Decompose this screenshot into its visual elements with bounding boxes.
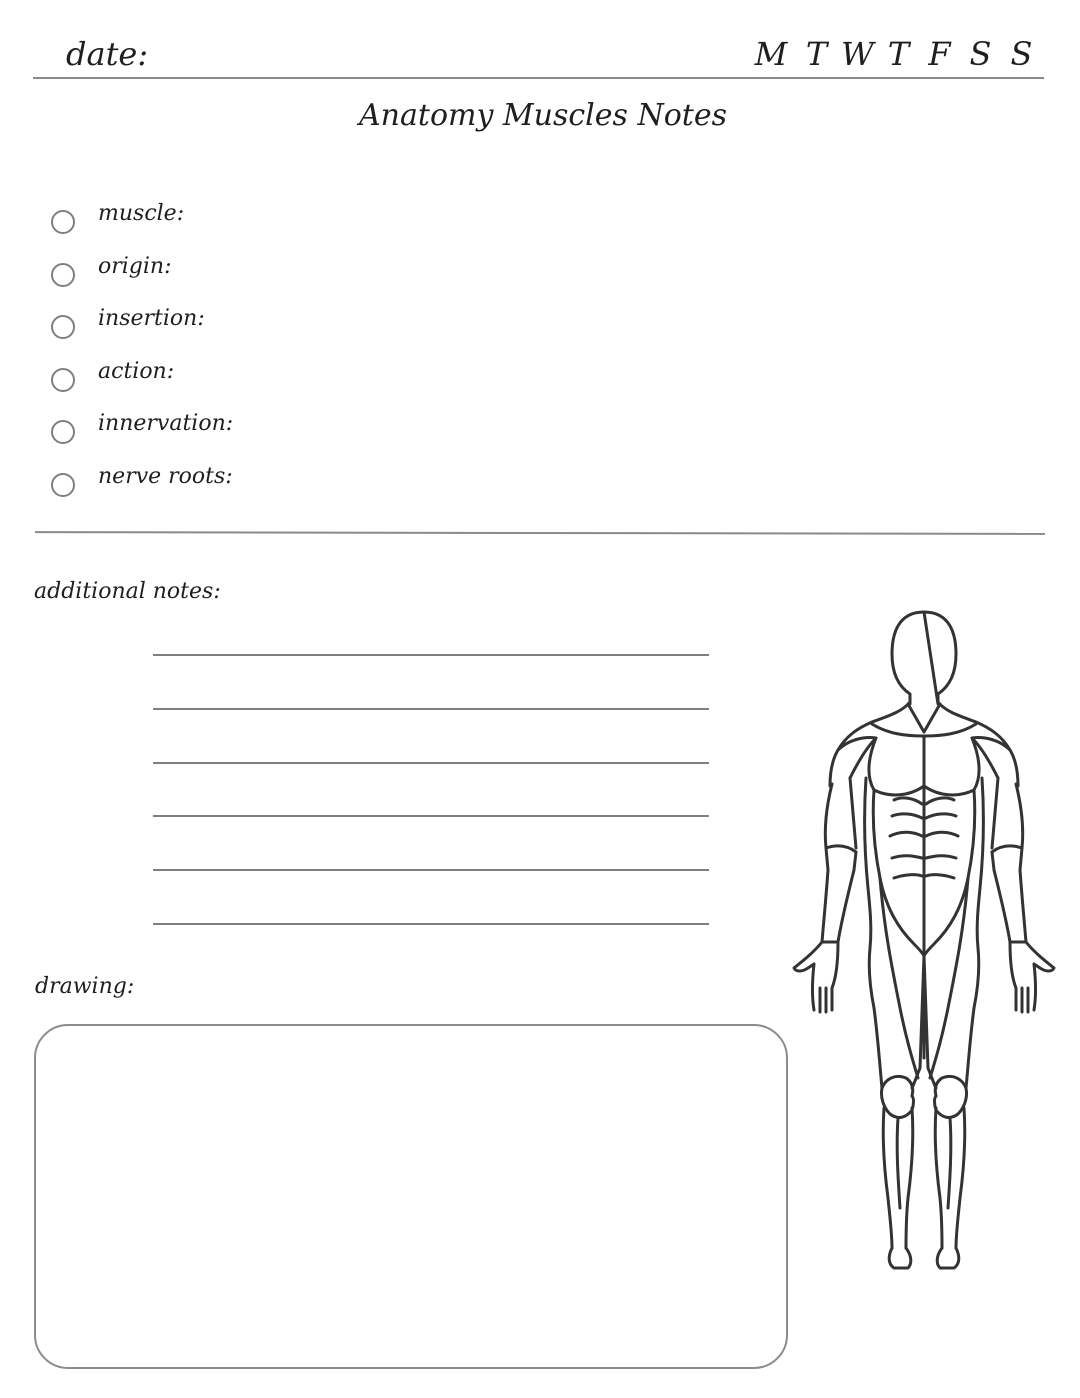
- field-action: [51, 350, 233, 403]
- checkbox-circle-icon[interactable]: [51, 315, 75, 339]
- field-label: innervation:: [98, 411, 234, 437]
- field-label: action:: [98, 358, 175, 384]
- section-divider: [35, 531, 1045, 535]
- field-label: nerve roots:: [98, 463, 233, 489]
- note-lines[interactable]: [153, 654, 709, 977]
- field-insertion: [51, 297, 233, 350]
- note-line[interactable]: [153, 815, 709, 817]
- header-divider: [33, 77, 1044, 79]
- note-line[interactable]: [153, 762, 709, 764]
- weekday-wednesday[interactable]: W: [841, 35, 874, 73]
- weekday-saturday[interactable]: S: [969, 35, 992, 73]
- note-line[interactable]: [153, 708, 709, 710]
- human-muscle-anatomy-icon: [788, 608, 1060, 1278]
- field-innervation: [51, 402, 233, 455]
- field-muscle: [51, 192, 233, 245]
- checkbox-circle-icon[interactable]: [51, 210, 75, 234]
- page-title: Anatomy Muscles Notes: [359, 98, 727, 133]
- checkbox-circle-icon[interactable]: [51, 368, 75, 392]
- date-label: date:: [66, 35, 149, 73]
- additional-notes-label: additional notes:: [34, 579, 221, 604]
- muscle-fields-list: [51, 192, 233, 507]
- checkbox-circle-icon[interactable]: [51, 473, 75, 497]
- weekday-selector: [746, 34, 1042, 74]
- checkbox-circle-icon[interactable]: [51, 263, 75, 287]
- field-label: insertion:: [98, 306, 205, 332]
- weekday-thursday[interactable]: T: [887, 35, 910, 73]
- weekday-tuesday[interactable]: T: [805, 35, 828, 73]
- weekday-friday[interactable]: F: [928, 35, 951, 73]
- drawing-label: drawing:: [35, 974, 135, 999]
- note-line[interactable]: [153, 654, 709, 656]
- weekday-sunday[interactable]: S: [1010, 35, 1033, 73]
- field-nerve-roots: [51, 455, 233, 508]
- checkbox-circle-icon[interactable]: [51, 420, 75, 444]
- field-label: muscle:: [98, 201, 185, 227]
- drawing-area[interactable]: [34, 1024, 788, 1369]
- weekday-monday[interactable]: M: [754, 35, 788, 73]
- note-line[interactable]: [153, 869, 709, 871]
- field-label: origin:: [98, 253, 172, 279]
- note-line[interactable]: [153, 923, 709, 925]
- field-origin: [51, 245, 233, 298]
